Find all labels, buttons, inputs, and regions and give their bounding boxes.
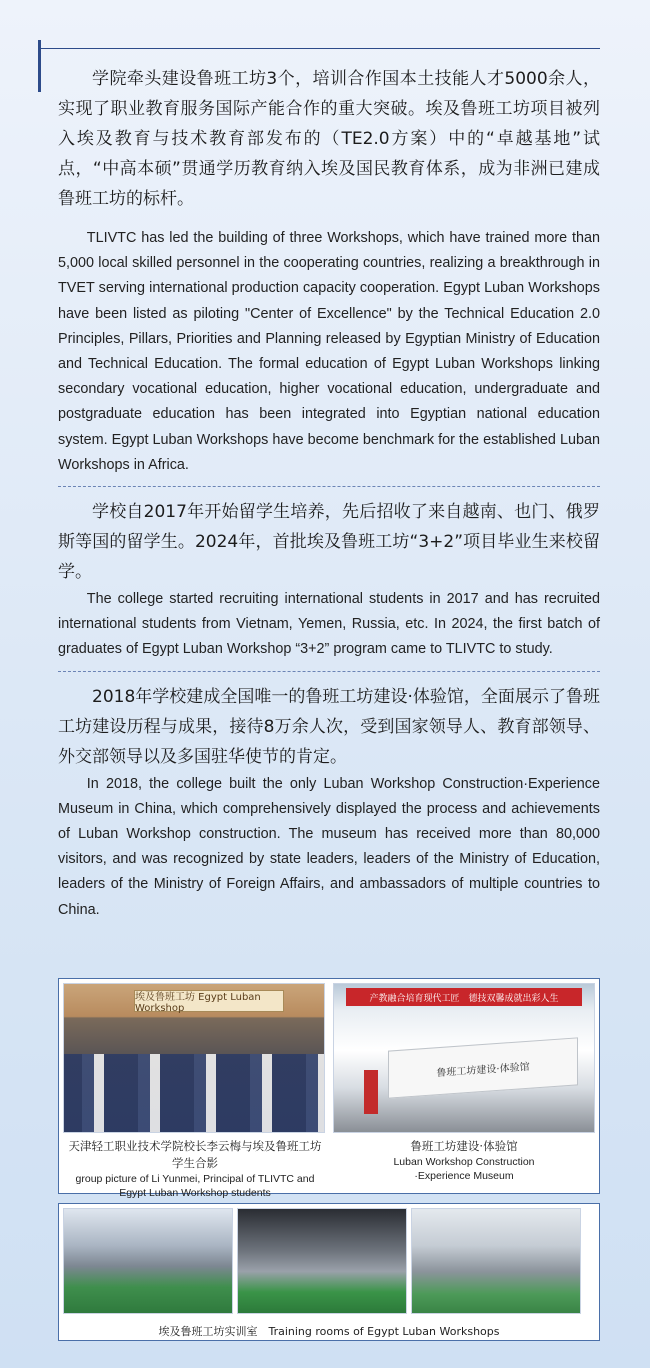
paragraph-1-english: TLIVTC has led the building of three Workshops, which have trained more than 5,000 local skilled personnel in the cooperating countries, realizing a breakthrough in TVET serving international production capacity cooperation. Egypt Luban Workshops have been listed as piloting "Center of Excellence" by the Technical Education 2.0 Principles, Pillars, Priorities and Planning released by Egyptian Ministry of Education and Technical Education. The formal education of Egypt Luban Workshops linking secondary vocational education, higher vocational education, undergraduate and postgraduate education has been integrated into Egyptian national education system. Egypt Luban Workshops have become benchmark for the established Luban Workshops in Africa. xyxy=(58,230,600,473)
photo-panel-top xyxy=(58,978,600,1199)
caption-english-line-1: Luban Workshop Construction xyxy=(393,1156,535,1168)
training-room-photo-3 xyxy=(411,1208,581,1314)
photo-row xyxy=(63,983,595,1200)
photo-sign: 埃及鲁班工坊 Egypt Luban Workshop xyxy=(134,990,284,1012)
spacer xyxy=(58,214,600,226)
caption-english-line-2: ·Experience Museum xyxy=(414,1170,514,1182)
red-pillar xyxy=(364,1070,378,1114)
photo-cell-group xyxy=(63,983,327,1200)
group-photo xyxy=(63,983,325,1133)
caption-chinese: 鲁班工坊建设·体验馆 xyxy=(410,1139,518,1153)
museum-photo-caption xyxy=(333,1133,595,1183)
paragraph-2-english: The college started recruiting international students in 2017 and has recruited international students from Vietnam, Yemen, Russia, etc. In 2024, the first batch of graduates of Egypt Luban Workshop “3+2” program came to TLIVTC to study. xyxy=(58,591,600,658)
photo-panel-bottom xyxy=(58,1203,600,1341)
paragraph-2-chinese: 学校自2017年开始留学生培养，先后招收了来自越南、也门、俄罗斯等国的留学生。2024年，首批埃及鲁班工坊“3+2”项目毕业生来校留学。 xyxy=(58,502,600,583)
people-group xyxy=(64,1054,324,1132)
training-photo-row xyxy=(63,1208,595,1314)
museum-photo xyxy=(333,983,595,1133)
museum-banner: 产教融合培育现代工匠 德技双馨成就出彩人生 xyxy=(346,988,582,1006)
header-rule xyxy=(38,48,600,49)
photo-cell-museum xyxy=(333,983,595,1200)
caption-chinese: 天津轻工职业技术学院校长李云梅与埃及鲁班工坊学生合影 xyxy=(68,1139,322,1170)
group-photo-caption xyxy=(63,1133,327,1200)
museum-sign: 鲁班工坊建设·体验馆 xyxy=(388,1037,578,1098)
article-body xyxy=(58,64,600,923)
section-divider-1 xyxy=(58,486,600,487)
training-rooms-caption: 埃及鲁班工坊实训室 Training rooms of Egypt Luban Workshops xyxy=(158,1325,500,1338)
paragraph-1-chinese: 学院牵头建设鲁班工坊3个，培训合作国本土技能人才5000余人，实现了职业教育服务国际产能合作的重大突破。埃及鲁班工坊项目被列入埃及教育与技术教育部发布的（TE2.0方案）中的“卓越基地”试点，“中高本硕”贯通学历教育纳入埃及国民教育体系，成为非洲已建成鲁班工坊的标杆。 xyxy=(58,69,600,209)
paragraph-3-chinese: 2018年学校建成全国唯一的鲁班工坊建设·体验馆，全面展示了鲁班工坊建设历程与成果，接待8万余人次，受到国家领导人、教育部领导、外交部领导以及多国驻华使节的肯定。 xyxy=(58,686,600,767)
training-room-photo-1 xyxy=(63,1208,233,1314)
section-divider-2 xyxy=(58,671,600,672)
caption-english: group picture of Li Yunmei, Principal of TLIVTC and Egypt Luban Workshop students xyxy=(75,1173,315,1199)
paragraph-3-english: In 2018, the college built the only Luban Workshop Construction·Experience Museum in China, which comprehensively displayed the process and achievements of Luban Workshop construction. The museum has received more than 80,000 visitors, and was recognized by state leaders, leaders of the Ministry of Education, leaders of the Ministry of Foreign Affairs, and ambassadors of multiple countries to China. xyxy=(58,775,600,918)
training-room-photo-2 xyxy=(237,1208,407,1314)
